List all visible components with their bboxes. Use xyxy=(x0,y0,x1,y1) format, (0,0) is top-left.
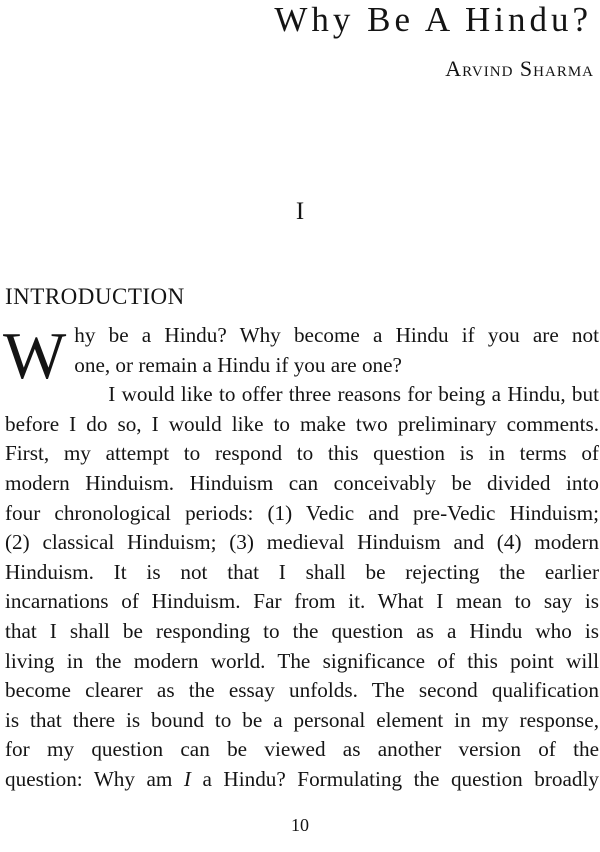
text-line: one, or remain a Hindu if you are one? xyxy=(74,352,402,377)
text-line: before I do so, I would like to make two preliminary comments. xyxy=(5,411,599,436)
second-paragraph xyxy=(5,380,599,794)
author-name: Arvind Sharma xyxy=(445,56,594,81)
text-line: I would like to offer three reasons for being a Hindu, but xyxy=(108,382,599,407)
drop-cap-letter: W xyxy=(3,319,67,393)
text-segment: a Hindu? Formulating the question broadly xyxy=(190,766,599,791)
essay-body xyxy=(5,321,599,795)
text-line: is that there is bound to be a personal element in my response, xyxy=(5,707,599,732)
page-number: 10 xyxy=(291,815,309,835)
text-line: hy be a Hindu? Why become a Hindu if you are not xyxy=(74,323,599,347)
text-line: that I shall be responding to the question as a Hindu who is xyxy=(5,618,599,643)
text-line: Hinduism. It is not that I shall be rejecting the earlier xyxy=(5,559,599,584)
italic-word: I xyxy=(183,766,191,791)
essay-title: Why Be A Hindu? xyxy=(274,0,592,39)
text-line: living in the modern world. The significance of this point will xyxy=(5,648,599,673)
section-heading: INTRODUCTION xyxy=(5,284,185,309)
opening-paragraph xyxy=(3,319,599,393)
text-line: become clearer as the essay unfolds. The second qualification xyxy=(5,678,599,703)
text-line: (2) classical Hinduism; (3) medieval Hinduism and (4) modern xyxy=(5,530,599,555)
text-line: modern Hinduism. Hinduism can conceivably be divided into xyxy=(5,470,599,495)
text-segment: question: Why am xyxy=(5,766,184,791)
section-numeral: I xyxy=(295,198,305,225)
text-line: for my question can be viewed as another version of the xyxy=(5,737,599,762)
text-line: First, my attempt to respond to this question is in terms of xyxy=(5,441,599,466)
text-line: four chronological periods: (1) Vedic and pre-Vedic Hinduism; xyxy=(5,500,599,525)
text-line xyxy=(5,765,599,795)
text-line: incarnations of Hinduism. Far from it. What I mean to say is xyxy=(5,589,599,614)
